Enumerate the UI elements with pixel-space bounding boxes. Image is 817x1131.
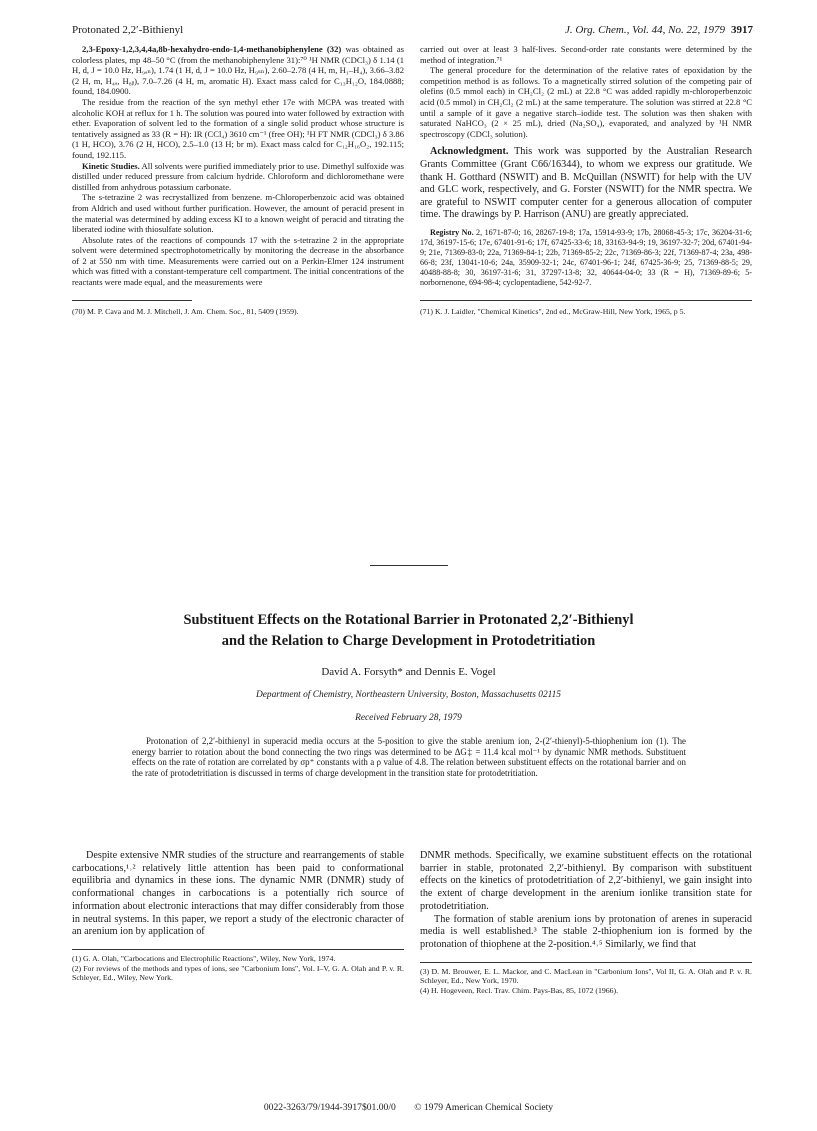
received-date: Received February 28, 1979 (355, 713, 462, 723)
acknowledgment-text: This work was supported by the Australian Research Grants Committee (Grant C66/16344), to whom we express our gratitude. We thank H. Gotthard (NSWIT) and B. McQuillan (NSWIT) for help with the UV and GLC work, respectively, and G. Forster (NSWIT) for the NMR spectra. We are grateful to NSWIT computer center for a generous allocation of computer time. The drawings by P. Harrison (ANU) are greatly appreciated. (420, 146, 752, 221)
registry-heading: Registry No. (430, 227, 474, 237)
page-number: 3917 (731, 24, 753, 36)
paragraph-competition-method: The general procedure for the determination of the relative rates of epoxidation by the competition method is as follows. To a magnetically stirred solution of the competing pair of olefins (0.5 mmol each) in CH₂Cl₂ (2 mL) at 22.8 °C was added rapidly m-chloroperbenzoic acid (0.5 mmol) in CH₂Cl₂ (2 mL) at the same temperature. The solution was stirred at 22.8 °C until a sample of it gave a negative starch–iodide test. The solution was then shaken with saturated NaHCO₃ (2 × 25 mL), dried (Na₂SO₄), evaporated, and analyzed by ¹H NMR spectroscopy (CDCl₃ solution). (420, 65, 752, 139)
paragraph-text: was obtained as colorless plates, mp 48–50 °C (from the methanobiphenylene 31):⁷⁰ ¹H NMR (CDCl₃) δ 1.14 (1 H, d, J = 10.0 Hz, H₉ₐₙ), 1.74 (1 H, d, J = 10.0 Hz, H₉ₛₙ), 2.60–2.78 (4 H, m, H₁–H₄), 3.66–3.82 (2 H, m, H₄ₐ, H₈ᵦ), 7.0–7.26 (4 H, m, aromatic H). Exact mass calcd for C₁₃H₁₂O, 184.0888; found, 184.0900. (72, 44, 404, 97)
body-paragraph: Despite extensive NMR studies of the structure and rearrangements of stable carbocations,¹˒² relatively little attention has been paid to conformational equilibria and dynamics in these ions. The dynamic NMR (DNMR) study of conformational changes in carbocations is a potentially rich source of information about electronic interactions that may differ considerably from those in neutral systems. In this paper, we report a study of the electronic character of an arenium ion by application of (72, 850, 404, 938)
section-heading-kinetic: Kinetic Studies. (82, 160, 140, 171)
footnote-3: (3) D. M. Brouwer, E. L. Mackor, and C. MacLean in "Carbonium Ions", Vol II, G. A. Olah and P. v. R. Schleyer, Ed., New York, 1970. (420, 966, 752, 986)
authors: David A. Forsyth* and Dennis E. Vogel (321, 666, 496, 678)
footnote-70: (70) M. P. Cava and M. J. Mitchell, J. Am. Chem. Soc., 81, 5409 (1959). (72, 306, 299, 316)
article-title (80, 610, 737, 652)
paragraph-absolute-rates: Absolute rates of the reactions of compounds 17 with the s-tetrazine 2 in the appropriate solvent were determined spectrophotometrically by monitoring the decrease in the absorbance of 2 at 550 nm with time. Measurements were carried out on a Perkin-Elmer 124 instrument which was fitted with a constant-temperature cell compartment. The initial concentrations of the reactants were made equal, and the measurements were (72, 234, 404, 288)
copyright: © 1979 American Chemical Society (414, 1102, 554, 1113)
left-column (72, 44, 404, 316)
footnote-rule (420, 962, 752, 963)
registry-numbers (420, 228, 752, 289)
body-right-column (420, 850, 752, 995)
paragraph-text: All solvents were purified immediately prior to use. Dimethyl sulfoxide was distilled under reduced pressure from calcium hydride. Chloroform and dichloromethane were distilled from anhydrous potassium carbonate. (72, 160, 404, 192)
paragraph-kinetic-studies (72, 161, 404, 193)
title-line-2: and the Relation to Charge Development in Protodetritiation (221, 633, 596, 649)
article-separator (370, 565, 448, 566)
footnote-1: (1) G. A. Olah, "Carbocations and Electrophilic Reactions", Wiley, New York, 1974. (72, 953, 336, 963)
compound-heading: 2,3-Epoxy-1,2,3,4,4a,8b-hexahydro-endo-1,4-methanobiphenylene (32) (82, 44, 342, 54)
paragraph-epoxy (72, 44, 404, 97)
abstract: Protonation of 2,2′-bithienyl in superacid media occurs at the 5-position to give the stable arenium ion, 2-(2′-thienyl)-5-thiophenium ion (1). The energy barrier to rotation about the bond connecting the two rings was determined to be ΔG‡ = 11.4 kcal mol⁻¹ by dynamic NMR methods. Substituent effects on the rate of rotation are correlated by σp⁺ constants with a ρ value of 4.8. The relation between substituent effects on the rotational barrier and on the rate of protodetritiation is discussed in terms of charge development in the transition state for protodetritiation. (132, 736, 686, 779)
footnote-4: (4) H. Hogeveen, Recl. Trav. Chim. Pays-Bas, 85, 1072 (1966). (420, 985, 619, 995)
body-paragraph: DNMR methods. Specifically, we examine substituent effects on the rotational barrier in stable, protonated 2,2′-bithienyl. By comparison with substituent effects on the kinetics of protodetritiation of 2,2′-bithienyl, we gain insight into the extent of charge development in the arenium ionlike transition state for protodetritiation. (420, 850, 752, 912)
paragraph-half-lives: carried out over at least 3 half-lives. Second-order rate constants were determined by the method of integration.⁷¹ (420, 44, 752, 65)
acknowledgment (420, 146, 752, 222)
right-column (420, 44, 752, 317)
title-line-1: Substituent Effects on the Rotational Barrier in Protonated 2,2′-Bithienyl (183, 612, 634, 628)
footnote-2: (2) For reviews of the methods and types of ions, see "Carbonium Ions", Vol. I–V, G. A. Olah and P. v. R. Schleyer, Ed., Wiley, New York. (72, 963, 404, 983)
article-code: 0022-3263/79/1944-3917$01.00/0 (263, 1102, 396, 1113)
body-left-column (72, 850, 404, 983)
page-footer (0, 1102, 817, 1113)
affiliation: Department of Chemistry, Northeastern University, Boston, Massachusetts 02115 (255, 690, 561, 700)
footnote-rule (72, 949, 404, 950)
footnote-rule (72, 300, 192, 301)
paragraph-tetrazine: The s-tetrazine 2 was recrystallized from benzene. m-Chloroperbenzoic acid was obtained from Aldrich and used without further purification. However, the amount of peracid present in the material was determined by adding excess KI to a known weight of peracid and titrating the liberated iodine with thiosulfate solution. (72, 192, 404, 235)
body-paragraph: The formation of stable arenium ions by protonation of arenes in superacid media is well established.³ The stable 2-thiophenium ion is formed by the protonation of thiophene at the 2-position.⁴˒⁵ Similarly, we find that (420, 913, 752, 950)
journal-citation: J. Org. Chem., Vol. 44, No. 22, 1979 (564, 24, 725, 36)
paragraph-residue: The residue from the reaction of the syn methyl ether 17e with MCPA was treated with alcoholic KOH at reflux for 1 h. The solution was poured into water followed by extraction with ether. Evaporation of solvent led to the formation of a single solid product whose structure is tentatively assigned as 33 (R = H): IR (CCl₄) 3610 cm⁻¹ (free OH); ¹H FT NMR (CDCl₃) δ 3.86 (1 H, HCO), 3.76 (2 H, HCO), 2.5–1.0 (13 H; br m). Exact mass calcd for C₁₂H₁₆O₂, 192.115; found, 192.115. (72, 96, 404, 160)
running-header-title: Protonated 2,2′-Bithienyl (72, 24, 184, 36)
running-header-journal (565, 24, 753, 36)
acknowledgment-heading: Acknowledgment. (430, 146, 509, 158)
footnote-rule (420, 300, 752, 301)
registry-text: 2, 1671-87-0; 16, 28267-19-8; 17a, 15914-93-9; 17b, 28068-45-3; 17c, 36204-31-6; 17d, 36197-15-6; 17e, 67401-91-6; 17f, 67425-33-6; 18, 33163-94-9; 19, 36197-32-7; 20d, 67401-94-9; 21e, 71369-83-0; 22a, 71369-84-1; 22b, 71369-85-2; 22c, 71369-86-3; 22f, 71369-87-4; 23a, 498-66-8; 23f, 13041-10-6; 24a, 35909-32-1; 24c, 67401-96-1; 24f, 67425-36-9; 25, 71369-88-5; 29, 40488-88-8; 30, 36197-31-6; 31, 37297-13-8; 32, 40644-04-0; 33 (R = H), 71369-89-6; 5-norbornenone, 694-98-4; cyclopentadiene, 542-92-7. (420, 227, 752, 288)
footnote-71: (71) K. J. Laidler, "Chemical Kinetics", 2nd ed., McGraw-Hill, New York, 1965, p 5. (420, 307, 686, 317)
